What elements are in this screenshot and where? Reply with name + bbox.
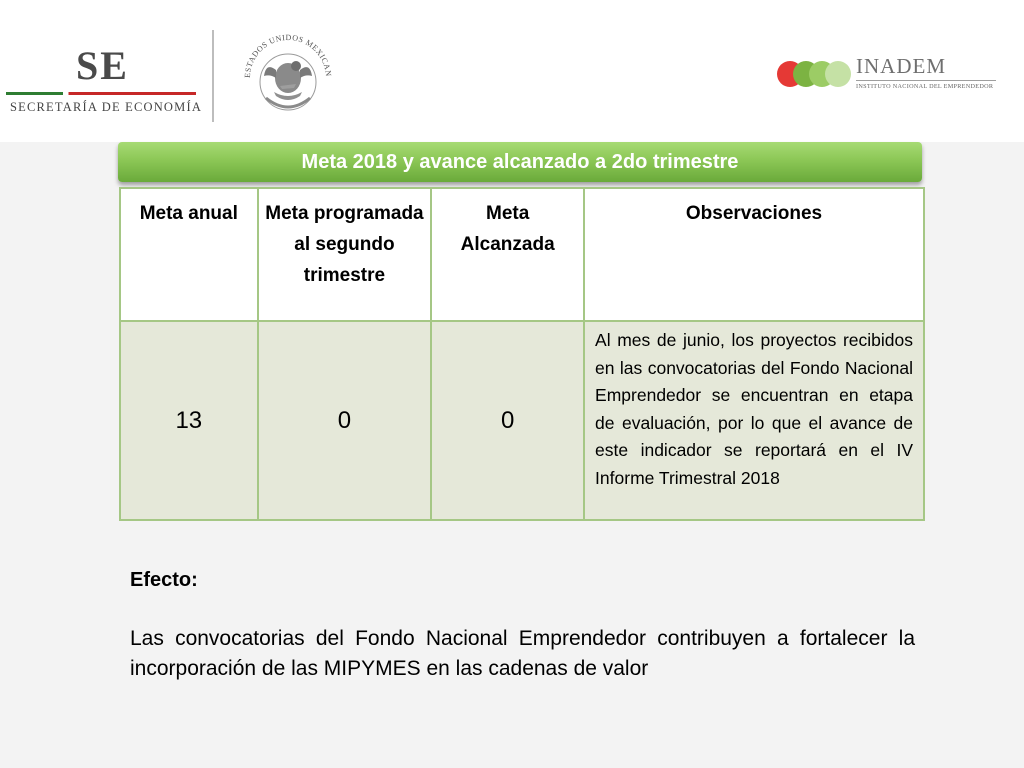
cell-observaciones: Al mes de junio, los proyectos recibidos en las convocatorias del Fondo Nacional Emprendedor se encuentran en etapa de evaluación, por lo que el avance de este indicador se reportará en el IV Informe Trimestral 2018 xyxy=(584,321,924,520)
slide-header xyxy=(0,0,1024,142)
section-title-banner: Meta 2018 y avance alcanzado a 2do trimestre xyxy=(118,142,922,182)
table-header-row xyxy=(120,188,924,321)
header-observaciones: Observaciones xyxy=(584,188,924,321)
inadem-name: INADEM xyxy=(856,54,946,78)
se-logo xyxy=(6,40,202,120)
table-row xyxy=(120,321,924,520)
se-logo-initials: SE xyxy=(76,43,129,88)
cell-meta-alcanzada: 0 xyxy=(431,321,584,520)
inadem-subtitle: INSTITUTO NACIONAL DEL EMPRENDEDOR xyxy=(856,83,994,90)
inadem-logo xyxy=(776,56,1006,96)
effect-text: Las convocatorias del Fondo Nacional Emprendedor contribuyen a fortalecer la incorporación de las MIPYMES en las cadenas de valor xyxy=(130,627,915,680)
inadem-circles-icon xyxy=(776,58,856,94)
header-meta-programada: Meta programada al segundo trimestre xyxy=(258,188,432,321)
mexico-seal-logo xyxy=(236,26,340,124)
se-logo-subtitle: SECRETARÍA DE ECONOMÍA xyxy=(10,100,203,114)
header-meta-alcanzada: Meta Alcanzada xyxy=(431,188,584,321)
header-divider xyxy=(212,30,214,122)
cell-meta-anual: 13 xyxy=(120,321,258,520)
inadem-underline xyxy=(856,80,996,81)
goals-table xyxy=(119,187,925,521)
effect-section xyxy=(130,566,915,684)
effect-title: Efecto: xyxy=(130,569,198,591)
se-logo-tricolor-line xyxy=(6,92,196,95)
cell-meta-programada: 0 xyxy=(258,321,432,520)
header-meta-anual: Meta anual xyxy=(120,188,258,321)
seal-arc-text: ESTADOS UNIDOS MEXICAN xyxy=(242,32,334,79)
coat-of-arms-icon xyxy=(236,26,340,124)
